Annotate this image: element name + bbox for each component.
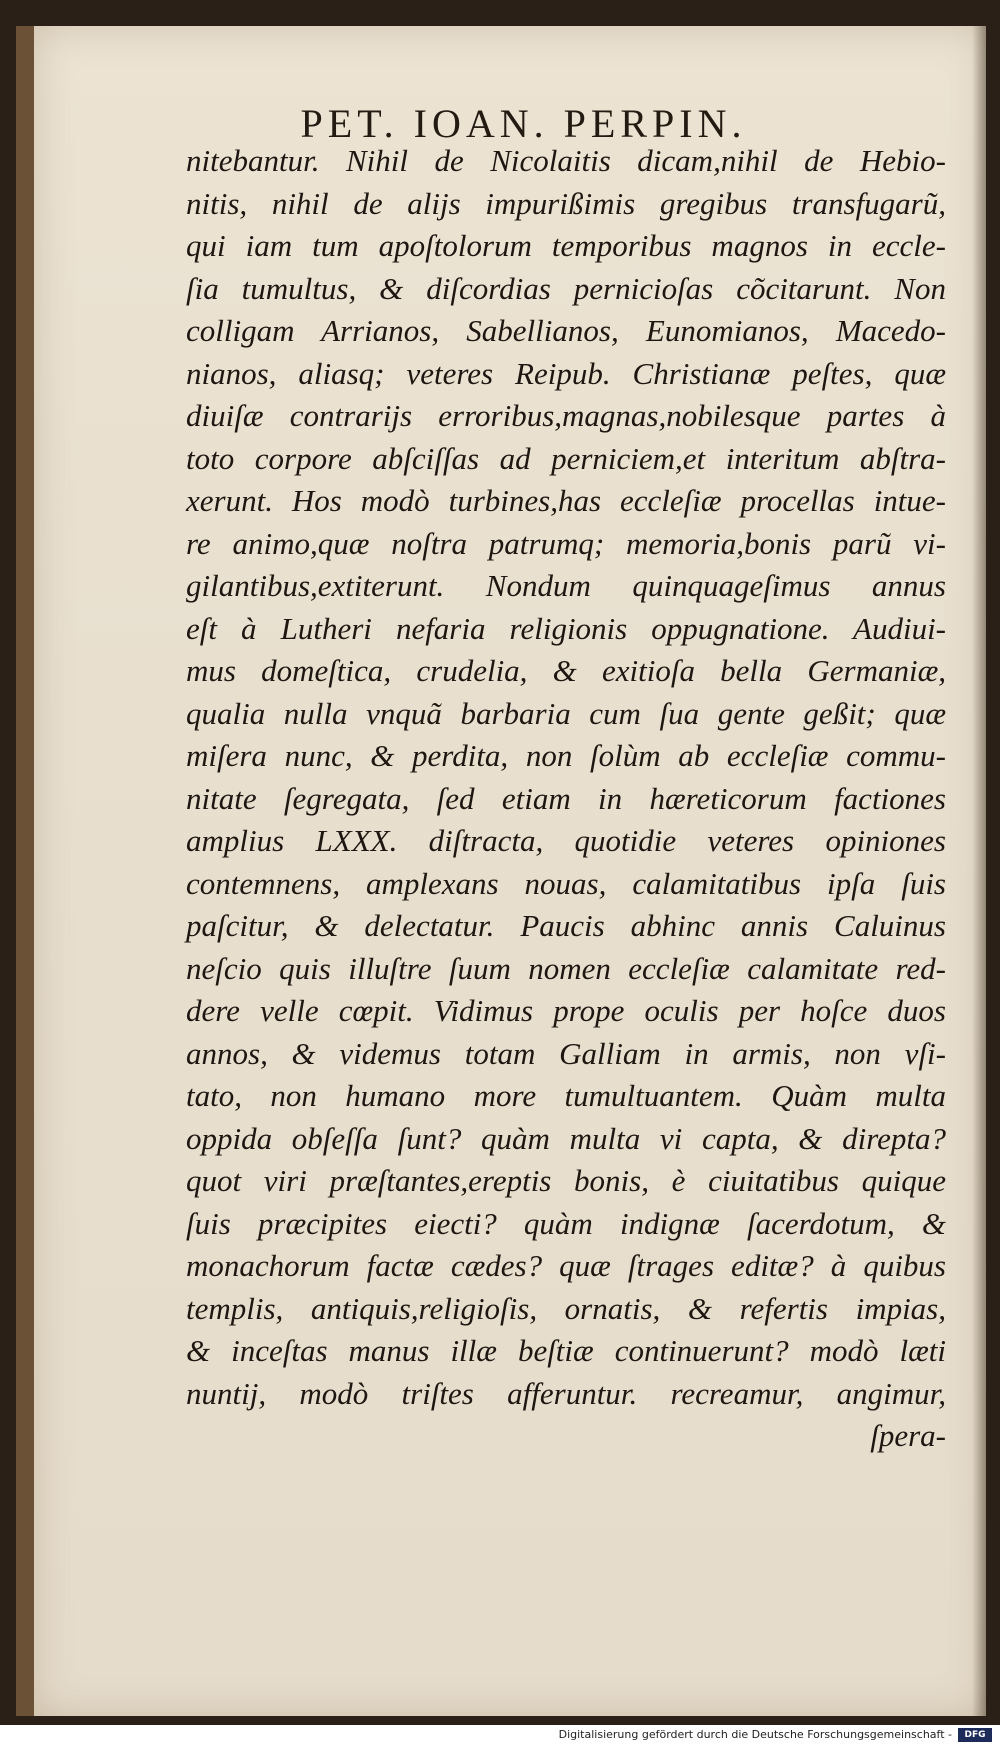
- text-line: diuiſæ contrarijs erroribus,magnas,nobilesque partes à: [186, 398, 946, 433]
- text-line: quot viri præſtantes,ereptis bonis, è ciuitatibus quique: [186, 1163, 946, 1198]
- text-line: nitis, nihil de alijs impurißimis gregibus transfugarũ,: [186, 185, 946, 221]
- text-line: amplius LXXX. diſtracta, quotidie veteres opiniones: [186, 823, 946, 858]
- body-text: [186, 140, 964, 1458]
- page-edge-shadow: [972, 26, 986, 1716]
- text-line: gilantibus,extiterunt. Nondum quinquageſimus annus: [186, 568, 946, 603]
- text-line: mus domeſtica, crudelia, & exitioſa bella Germaniæ,: [186, 653, 946, 688]
- funding-credit: Digitalisierung gefördert durch die Deutsche Forschungsgemeinschaft -: [558, 1728, 952, 1741]
- footer-bar: [0, 1725, 1000, 1745]
- catchword: ſpera-: [870, 1418, 946, 1453]
- text-line: annos, & videmus totam Galliam in armis, non vſi-: [186, 1035, 946, 1071]
- text-line: nuntij, modò triſtes afferuntur. recreamur, angimur,: [186, 1375, 946, 1411]
- text-line: colligam Arrianos, Sabellianos, Eunomianos, Macedo-: [186, 313, 946, 348]
- text-line: dere velle cœpit. Vidimus prope oculis per hoſce duos: [186, 993, 946, 1028]
- text-line: oppida obſeſſa ſunt? quàm multa vi capta, & direpta?: [186, 1120, 946, 1156]
- text-line: toto corpore abſciſſas ad perniciem,et interitum abſtra-: [186, 440, 946, 476]
- text-line: qui iam tum apoſtolorum temporibus magnos in eccle-: [186, 228, 946, 263]
- text-line: ſuis præcipites eiecti? quàm indignæ ſacerdotum, &: [186, 1205, 946, 1241]
- text-line: ſia tumultus, & diſcordias pernicioſas cõcitarunt. Non: [186, 270, 946, 306]
- text-line: xerunt. Hos modò turbines,has eccleſiæ procellas intue-: [186, 483, 946, 518]
- text-line: neſcio quis illuſtre ſuum nomen eccleſiæ calamitate red-: [186, 950, 946, 986]
- text-line: paſcitur, & delectatur. Paucis abhinc annis Caluinus: [186, 908, 946, 943]
- running-head: PET. IOAN. PERPIN.: [300, 101, 747, 146]
- text-line: qualia nulla vnquã barbaria cum ſua gente geßit; quæ: [186, 695, 946, 731]
- text-line: miſera nunc, & perdita, non ſolùm ab eccleſiæ commu-: [186, 738, 946, 773]
- text-line: & inceſtas manus illæ beſtiæ continuerunt? modò læti: [186, 1333, 946, 1368]
- text-line: nitate ſegregata, ſed etiam in hæreticorum factiones: [186, 780, 946, 816]
- text-line: contemnens, amplexans nouas, calamitatibus ipſa ſuis: [186, 865, 946, 901]
- text-line: templis, antiquis,religioſis, ornatis, & refertis impias,: [186, 1290, 946, 1326]
- text-line: tato, non humano more tumultuantem. Quàm multa: [186, 1078, 946, 1113]
- text-line: eſt à Lutheri nefaria religionis oppugnatione. Audiui-: [186, 610, 946, 646]
- text-line: nianos, aliasq; veteres Reipub. Christianæ peſtes, quæ: [186, 355, 946, 391]
- text-line: monachorum factæ cædes? quæ ſtrages editæ? à quibus: [186, 1248, 946, 1283]
- dfg-logo-icon: DFG: [958, 1728, 992, 1742]
- text-line: nitebantur. Nihil de Nicolaitis dicam,nihil de Hebio-: [186, 143, 946, 178]
- text-line: re animo,quæ noſtra patrumq; memoria,bonis parũ vi-: [186, 525, 946, 561]
